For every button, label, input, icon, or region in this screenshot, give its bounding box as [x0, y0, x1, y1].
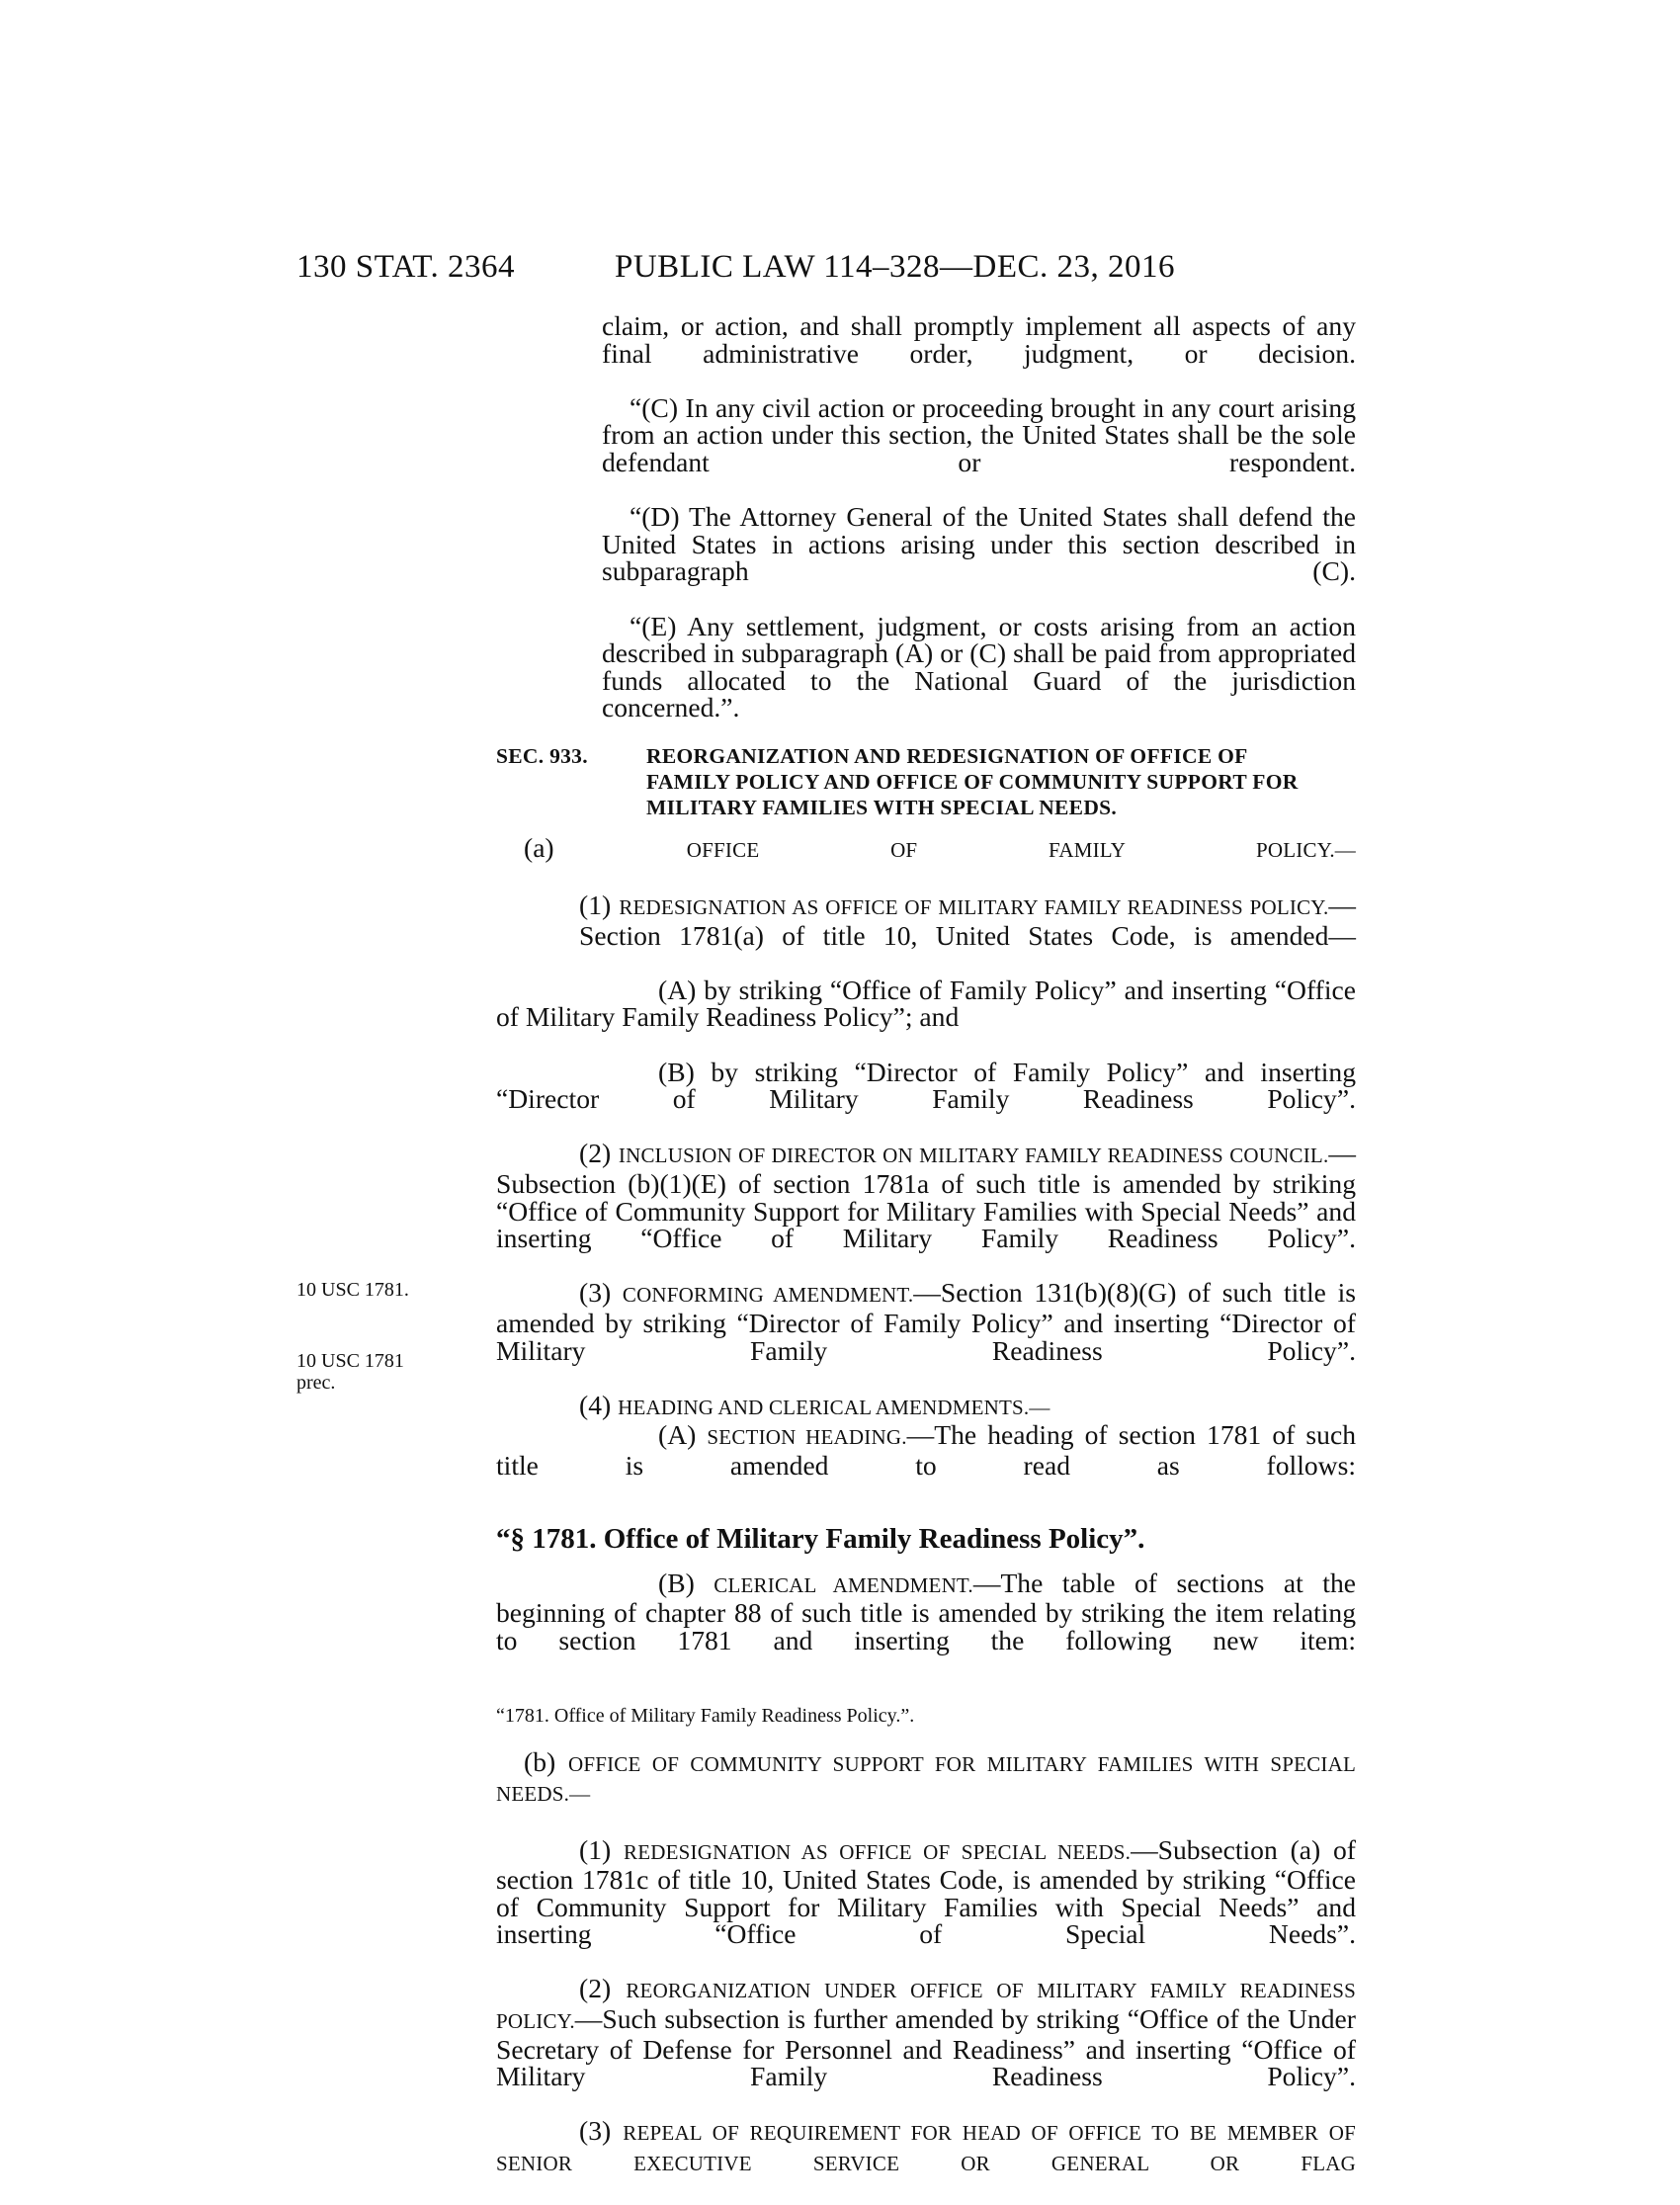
- paragraph-heading: CLERICAL AMENDMENT.: [714, 1572, 973, 1597]
- section-heading-line: [496, 743, 1356, 769]
- section-heading: [496, 743, 1356, 820]
- subsection-b: [496, 1745, 1357, 1836]
- section-title-line-2: FAMILY POLICY AND OFFICE OF COMMUNITY SUPPORT FOR MILITARY FAMILIES WITH SPECIAL NEEDS.: [646, 769, 1299, 819]
- subsection-label: (b): [524, 1745, 568, 1777]
- paragraph-a3: [496, 1279, 1356, 1391]
- paragraph-claim: claim, or action, and shall promptly implement all aspects of any final administrative order, judgment, or decision.: [602, 310, 1356, 369]
- paragraph-text: (A) by striking “Office of Family Policy” and inserting “Office of Military Family Readiness Policy”; and: [496, 974, 1356, 1033]
- paragraph-heading: SECTION HEADING.: [707, 1425, 907, 1450]
- section-number: SEC. 933.: [496, 743, 588, 768]
- paragraph-a1: [579, 891, 1356, 976]
- paragraph-heading: CONFORMING AMENDMENT.: [622, 1283, 914, 1308]
- margin-note-usc-1781-prec: [296, 1350, 404, 1394]
- new-section-heading: “§ 1781. Office of Military Family Readiness Policy”.: [496, 1523, 1145, 1556]
- paragraph-b3: [496, 2117, 1356, 2205]
- margin-note-line: 10 USC 1781: [296, 1350, 404, 1372]
- paragraph-label: (2): [579, 1973, 627, 2004]
- paragraph-label: (3): [579, 1277, 623, 1309]
- paragraph-text: “(D) The Attorney General of the United States shall defend the United States in actions arising under this section described in subparagraph (C).: [602, 501, 1356, 587]
- paragraph-label: (1): [579, 890, 620, 921]
- paragraph-b1: [496, 1833, 1357, 1976]
- paragraph-heading: REORGANIZATION UNDER OFFICE OF MILITARY FAMILY READINESS POLICY.: [496, 1979, 1356, 2034]
- paragraph-c: [602, 391, 1356, 503]
- margin-note-line: prec.: [296, 1372, 336, 1394]
- paragraph-text: —Such subsection is further amended by striking “Office of the Under Secretary of Defense for Personnel and Readiness” and inserting “Office of Military Family Readiness Policy”.: [496, 2003, 1356, 2092]
- paragraph-d: [602, 503, 1356, 612]
- paragraph-text: —Section 131(b)(8)(G) of such title is amended by striking “Director of Family Policy” and inserting “Director of Military Family Readiness Policy”.: [496, 1277, 1356, 1366]
- paragraph-heading: INCLUSION OF DIRECTOR ON MILITARY FAMILY READINESS COUNCIL.: [618, 1144, 1329, 1168]
- paragraph-label: (A): [658, 1419, 708, 1451]
- paragraph-heading: HEADING AND CLERICAL AMENDMENTS.—: [618, 1395, 1050, 1419]
- paragraph-a1-A: [496, 976, 1356, 1059]
- paragraph-label: (3): [579, 2115, 624, 2147]
- paragraph-heading: REDESIGNATION AS OFFICE OF SPECIAL NEEDS.: [624, 1839, 1132, 1864]
- paragraph-label: (2): [579, 1138, 619, 1169]
- paragraph-a4: [496, 1389, 1356, 1422]
- paragraph-heading: REPEAL OF REQUIREMENT FOR HEAD OF OFFICE TO BE MEMBER OF SENIOR EXECUTIVE SERVICE OR GENERAL OR FLAG: [496, 2121, 1356, 2176]
- paragraph-text: —The heading of section 1781 of such title is amended to read as follows:: [496, 1419, 1356, 1481]
- page-title: PUBLIC LAW 114–328—DEC. 23, 2016: [615, 249, 1176, 285]
- margin-note-usc-1781: 10 USC 1781.: [296, 1279, 409, 1301]
- paragraph-text: “(E) Any settlement, judgment, or costs arising from an action described in subparagraph (A) or (C) shall be paid from appropriated funds allocated to the National Guard of the jurisdiction concerned.”.: [602, 610, 1356, 723]
- new-table-item: “1781. Office of Military Family Readiness Policy.”.: [496, 1705, 915, 1728]
- document-body: [496, 312, 1356, 2205]
- paragraph-a1-B: [496, 1056, 1356, 1141]
- page-reference: 130 STAT. 2364: [296, 249, 516, 285]
- paragraph-b2: [496, 1975, 1356, 2117]
- paragraph-a2: [496, 1140, 1356, 1279]
- paragraph-text: —Subsection (b)(1)(E) of section 1781a of such title is amended by striking “Office of Community Support for Military Families with Special Needs” and inserting “Office of Military Family Readiness Policy”.: [496, 1138, 1356, 1254]
- paragraph-text: —Section 1781(a) of title 10, United States Code, is amended—: [579, 890, 1356, 951]
- paragraph-a4-B: [496, 1569, 1356, 1681]
- subsection-heading: OFFICE OF COMMUNITY SUPPORT FOR MILITARY FAMILIES WITH SPECIAL NEEDS.—: [496, 1751, 1357, 1807]
- subsection-heading: OFFICE OF FAMILY POLICY.—: [686, 837, 1356, 862]
- paragraph-label: (1): [579, 1833, 624, 1865]
- paragraph-text: —Subsection (a) of section 1781c of title 10, United States Code, is amended by striking “Office of Community Support for Military Families with Special Needs” and inserting “Office of Special Needs”.: [496, 1833, 1357, 1950]
- paragraph-text: (B) by striking “Director of Family Policy” and inserting “Director of Military Family Readiness Policy”.: [496, 1056, 1356, 1115]
- paragraph-label: (4): [579, 1389, 619, 1420]
- paragraph-text: “(C) In any civil action or proceeding brought in any court arising from an action under this section, the United States shall be the sole defendant or respondent.: [602, 391, 1356, 477]
- paragraph-e: [602, 610, 1356, 723]
- paragraph-heading: REDESIGNATION AS OFFICE OF MILITARY FAMILY READINESS POLICY.: [619, 895, 1329, 920]
- paragraph-label: (B): [658, 1567, 714, 1598]
- subsection-a: [524, 831, 1356, 891]
- section-title-line-1: REORGANIZATION AND REDESIGNATION OF OFFICE OF: [646, 743, 1248, 768]
- paragraph-text-wrap: [496, 976, 1356, 1031]
- paragraph-a4-A: [496, 1421, 1356, 1506]
- subsection-label: (a): [524, 831, 687, 863]
- paragraph-text: —The table of sections at the beginning of chapter 88 of such title is amended by striking the item relating to section 1781 and inserting the following new item:: [496, 1567, 1356, 1655]
